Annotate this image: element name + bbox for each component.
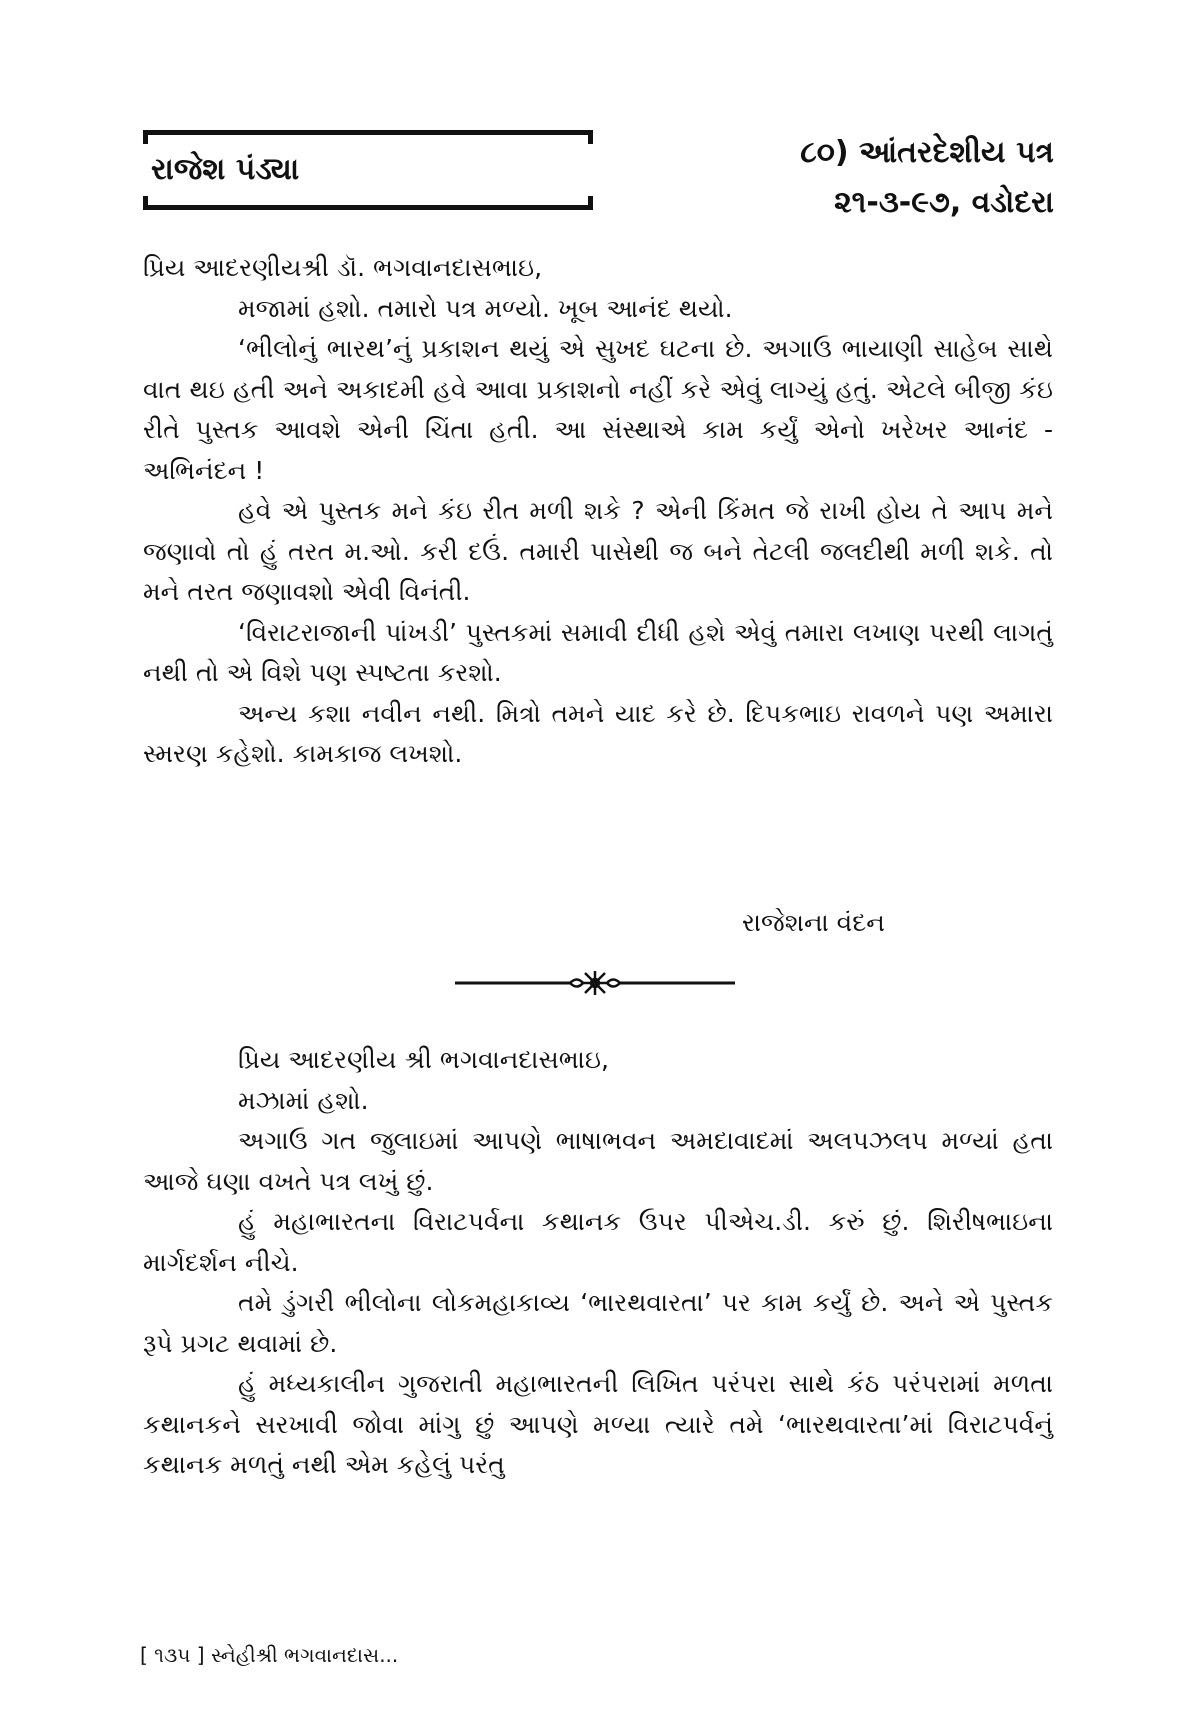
letter-1-greeting: મજામાં હશો. તમારો પત્ર મળ્યો. ખૂબ આનંદ થયો.: [238, 293, 733, 323]
letter-date-place: ૨૧-૩-૯૭, વડોદરા: [834, 185, 1054, 220]
letter-2-salutation: પ્રિય આદરણીય શ્રી ભગવાનદાસભાઇ,: [238, 1045, 609, 1074]
page-footer: [ ૧૩૫ ] સ્નેહીશ્રી ભગવાનદાસ...: [140, 1643, 399, 1667]
author-box-bottom-rule: [143, 205, 593, 210]
letter-2-paragraph: તમે ડુંગરી ભીલોના લોકમહાકાવ્ય ‘ભારથવારતા’ પર કામ કર્યું છે. અને એ પુસ્તક રૂપે પ્રગટ થવામાં છે.: [143, 1288, 1053, 1358]
letter-2-paragraph: હું મહાભારતના વિરાટપર્વના કથાનક ઉપર પીએચ.ડી. કરું છું. શિરીષભાઇના માર્ગદર્શન નીચે.: [143, 1207, 1053, 1277]
letter-1-paragraph: ‘વિરાટરાજાની પાંખડી’ પુસ્તકમાં સમાવી દીધી હશે એવું તમારા લખાણ પરથી લાગતું નથી તો એ વિશે પણ સ્પષ્ટતા કરશો.: [143, 617, 1053, 687]
letter-1-paragraph: હવે એ પુસ્તક મને કંઇ રીત મળી શકે ? એની કિંમત જે રાખી હોય તે આપ મને જણાવો તો હું તરત મ.ઓ. કરી દઉં. તમારી પાસેથી જ બને તેટલી જલદીથી મળી શકે. તો મને તરત જણાવશો એવી વિનંતી.: [143, 496, 1053, 606]
letter-2-paragraph: અગાઉ ગત જુલાઇમાં આપણે ભાષાભવન અમદાવાદમાં અલપઝલપ મળ્યાં હતા આજે ઘણા વખતે પત્ર લખું છું.: [143, 1126, 1053, 1196]
letter-1-signature: રાજેશના વંદન: [742, 908, 885, 937]
letter-1-paragraph: ‘ભીલોનું ભારથ’નું પ્રકાશન થયું એ સુખદ ઘટના છે. અગાઉ ભાયાણી સાહેબ સાથે વાત થઇ હતી અને અકાદમી હવે આવા પ્રકાશનો નહીં કરે એવું લાગ્યું હતું. એટલે બીજી કંઇ રીતે પુસ્તક આવશે એની ચિંતા હતી. આ સંસ્થાએ કામ કર્યું એનો ખરેખર આનંદ - અભિનંદન !: [143, 334, 1053, 485]
divider-ornament: [570, 971, 620, 995]
letter-heading: [800, 128, 1054, 228]
letter-2-body: [143, 1040, 1053, 1486]
author-box: [143, 130, 593, 210]
author-box-top-rule: [143, 130, 593, 135]
author-name: રાજેશ પંડ્યા: [151, 152, 300, 187]
letter-2-greeting: મઝામાં હશો.: [238, 1085, 369, 1115]
author-box-corner: [143, 196, 148, 210]
ornamental-divider: [455, 968, 735, 998]
author-box-corner: [143, 130, 148, 144]
letter-1-body: [143, 248, 1053, 775]
author-box-corner: [588, 130, 593, 144]
letter-1-paragraph: અન્ય કશા નવીન નથી. મિત્રો તમને યાદ કરે છે. દિપકભાઇ રાવળને પણ અમારા સ્મરણ કહેશો. કામકાજ લખશો.: [143, 698, 1053, 768]
letter-number-title: ૮૦) આંતરદેશીય પત્ર: [800, 135, 1054, 170]
author-box-corner: [588, 196, 593, 210]
letter-1-salutation: પ્રિય આદરણીયશ્રી ડૉ. ભગવાનદાસભાઇ,: [143, 253, 543, 282]
letter-2-paragraph: હું મધ્યકાલીન ગુજરાતી મહાભારતની લિખિત પરંપરા સાથે કંઠ પરંપરામાં મળતા કથાનકને સરખાવી જોવા માંગુ છું આપણે મળ્યા ત્યારે તમે ‘ભારથવારતા’માં વિરાટપર્વનું કથાનક મળતું નથી એમ કહેલું પરંતુ: [143, 1369, 1053, 1479]
